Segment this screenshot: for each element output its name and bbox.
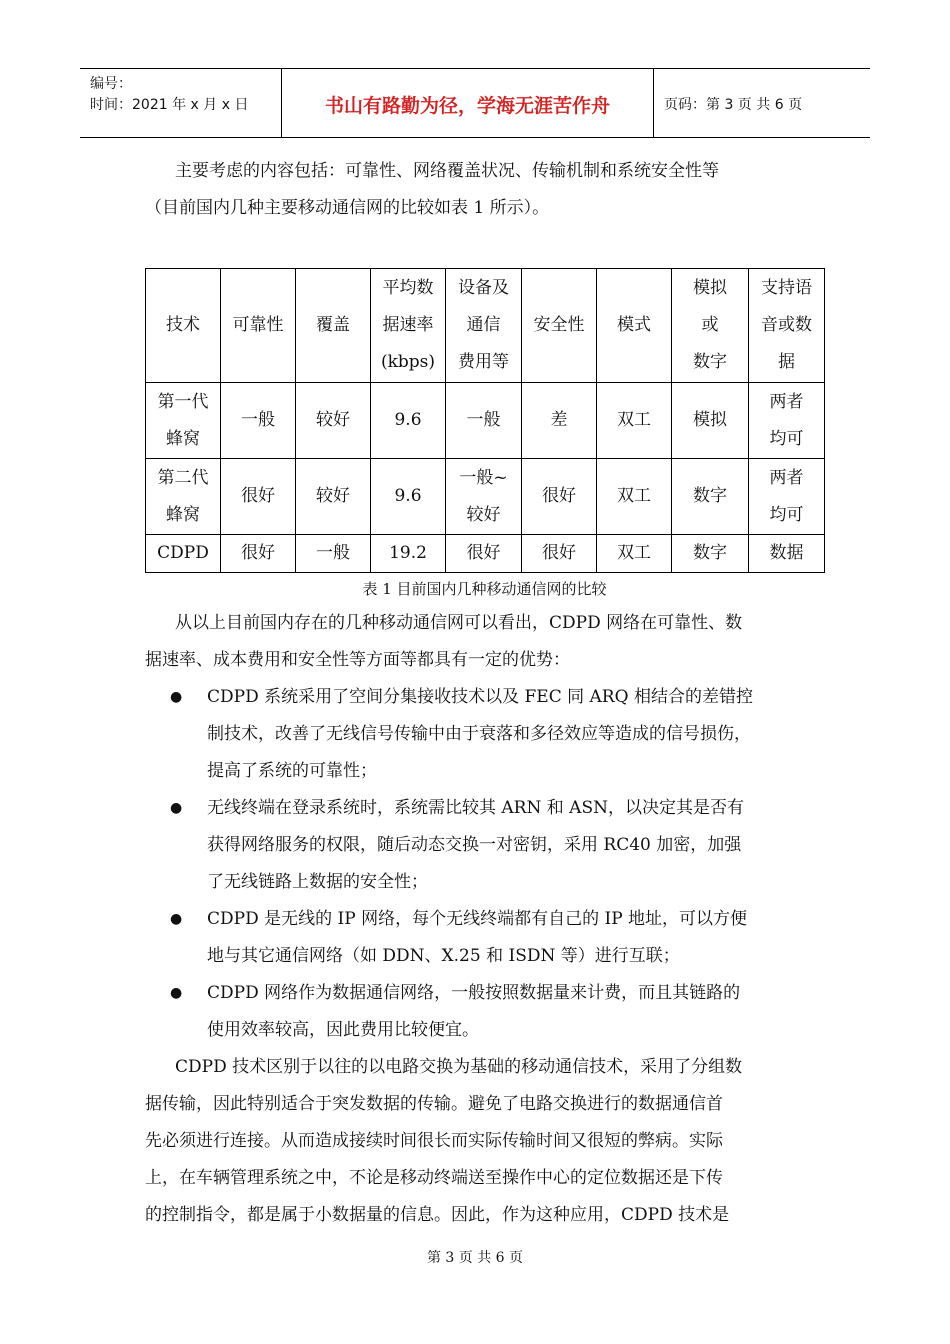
summary-line-2: 据速率、成本费用和安全性等方面等都具有一定的优势： [145, 650, 570, 670]
cell-line: 支持语 [761, 278, 812, 298]
closing-line-3: 先必须进行连接。从而造成接续时间很长而实际传输时间又很短的弊病。实际 [145, 1131, 723, 1151]
cell-line: 很好 [542, 486, 576, 506]
cell-line: 9.6 [394, 410, 422, 430]
table-cell [522, 459, 597, 535]
bullet-icon: ● [170, 689, 183, 705]
table-cell [672, 383, 749, 459]
cell-line: 技术 [166, 315, 200, 335]
table-cell [221, 459, 296, 535]
table-cell [672, 269, 749, 383]
closing-line-2: 据传输，因此特别适合于突发数据的传输。避免了电路交换进行的数据通信首 [145, 1094, 723, 1114]
cell-line: 19.2 [389, 543, 427, 563]
header-info-cell [80, 69, 282, 137]
cell-line: 双工 [617, 486, 651, 506]
table-cell [296, 459, 371, 535]
cell-line: 很好 [241, 543, 275, 563]
cell-line: 很好 [542, 543, 576, 563]
bullet-icon: ● [170, 985, 183, 1001]
page-code: 页码：第 3 页 共 6 页 [664, 97, 803, 113]
number-label: 编号： [90, 76, 132, 92]
bullet-1-line-2: 制技术，改善了无线信号传输中由于衰落和多径效应等造成的信号损伤， [207, 724, 751, 744]
cell-line: CDPD [157, 543, 209, 563]
cell-line: 模拟 [693, 278, 727, 298]
bullet-3-line-2: 地与其它通信网络（如 DDN、X.25 和 ISDN 等）进行互联； [207, 946, 680, 966]
cell-line: 或 [701, 315, 719, 335]
table-cell [749, 535, 825, 573]
cell-line: 设备及 [458, 278, 509, 298]
cell-line: 较好 [316, 410, 350, 430]
bullet-icon: ● [170, 800, 183, 816]
header-page-cell [654, 69, 870, 137]
intro-line-1: 主要考虑的内容包括：可靠性、网络覆盖状况、传输机制和系统安全性等 [175, 161, 719, 181]
cell-line: 音或数 [761, 315, 812, 335]
cell-line: 据速率 [382, 315, 434, 335]
table-cell [371, 383, 446, 459]
table-cell [146, 535, 221, 573]
cell-line: 安全性 [533, 315, 585, 335]
cell-line: 模拟 [693, 410, 727, 430]
table-cell [371, 269, 446, 383]
table-cell [522, 383, 597, 459]
bullet-icon: ● [170, 911, 183, 927]
cell-line: 数字 [693, 486, 727, 506]
header-motto-cell [282, 69, 654, 137]
cell-line: 数字 [693, 352, 727, 372]
table-cell [296, 535, 371, 573]
table-cell [146, 459, 221, 535]
cell-line: 蜂窝 [166, 428, 200, 449]
intro-line-2: （目前国内几种主要移动通信网的比较如表 1 所示）。 [145, 198, 550, 218]
bullet-2-line-1: 无线终端在登录系统时，系统需比较其 ARN 和 ASN，以决定其是否有 [207, 798, 744, 818]
table-cell [446, 383, 522, 459]
bullet-3-line-1: CDPD 是无线的 IP 网络，每个无线终端都有自己的 IP 地址，可以方便 [207, 909, 748, 929]
table-cell [371, 535, 446, 573]
table-cell [597, 383, 672, 459]
table-cell [221, 535, 296, 573]
cell-line: 一般 [466, 410, 501, 430]
cell-line: 两者 [769, 467, 804, 488]
bullet-4-line-1: CDPD 网络作为数据通信网络，一般按照数据量来计费，而且其链路的 [207, 983, 741, 1003]
cell-line: 9.6 [394, 486, 422, 506]
table-row [146, 459, 825, 535]
cell-line: 覆盖 [316, 315, 350, 335]
cell-line: 平均数 [382, 278, 434, 298]
table-caption: 表 1 目前国内几种移动通信网的比较 [362, 580, 607, 598]
table-cell [446, 459, 522, 535]
cell-line: 均可 [769, 428, 804, 449]
bullet-4-line-2: 使用效率较高，因此费用比较便宜。 [207, 1020, 479, 1040]
table-cell [371, 459, 446, 535]
cell-line: 一般 [316, 543, 350, 563]
cell-line: 数字 [693, 543, 727, 563]
cell-line: 费用等 [458, 352, 509, 372]
closing-line-1: CDPD 技术区别于以往的以电路交换为基础的移动通信技术，采用了分组数 [175, 1057, 743, 1077]
table-cell [597, 269, 672, 383]
time-line: 时间：2021 年 x 月 x 日 [90, 97, 249, 113]
table-cell [597, 535, 672, 573]
table-row [146, 383, 825, 459]
table-cell [296, 383, 371, 459]
cell-line: 差 [550, 410, 568, 430]
cell-line: 第一代 [157, 391, 209, 412]
cell-line: 双工 [617, 543, 651, 563]
closing-line-5: 的控制指令，都是属于小数据量的信息。因此，作为这种应用，CDPD 技术是 [145, 1205, 730, 1225]
cell-line: 双工 [617, 410, 651, 430]
cell-line: 一般 [241, 410, 275, 430]
table-cell [296, 269, 371, 383]
cell-line: 蜂窝 [166, 504, 200, 525]
table-cell [221, 269, 296, 383]
table-cell [749, 383, 825, 459]
bullet-1-line-3: 提高了系统的可靠性； [207, 761, 377, 781]
cell-line: 较好 [466, 504, 501, 525]
table-header-row [146, 269, 825, 383]
table-cell [146, 269, 221, 383]
cell-line: 模式 [617, 315, 651, 335]
cell-line: (kbps) [380, 352, 436, 372]
cell-line: 很好 [241, 486, 275, 506]
cell-line: 数据 [769, 543, 804, 563]
table-cell [146, 383, 221, 459]
table-cell [446, 535, 522, 573]
bullet-2-line-3: 了无线链路上数据的安全性； [207, 872, 428, 892]
table-cell [749, 269, 825, 383]
cell-line: 较好 [316, 486, 350, 506]
table-cell [446, 269, 522, 383]
table-cell [221, 383, 296, 459]
cell-line: 均可 [769, 504, 804, 525]
cell-line: 据 [778, 352, 795, 372]
cell-line: 通信 [466, 315, 501, 335]
bullet-2-line-2: 获得网络服务的权限，随后动态交换一对密钥，采用 RC40 加密，加强 [207, 835, 742, 855]
table-cell [749, 459, 825, 535]
cell-line: 可靠性 [232, 315, 284, 335]
page-header [80, 68, 870, 138]
motto: 书山有路勤为径，学海无涯苦作舟 [324, 95, 610, 117]
cell-line: 两者 [769, 391, 804, 412]
comparison-table [145, 268, 825, 573]
page-footer: 第 3 页 共 6 页 [426, 1250, 524, 1266]
table-row [146, 535, 825, 573]
table-cell [672, 535, 749, 573]
cell-line: 第二代 [157, 467, 209, 488]
bullet-1-line-1: CDPD 系统采用了空间分集接收技术以及 FEC 同 ARQ 相结合的差错控 [207, 687, 753, 707]
cell-line: 一般~ [459, 467, 508, 488]
summary-line-1: 从以上目前国内存在的几种移动通信网可以看出，CDPD 网络在可靠性、数 [175, 613, 743, 633]
table-cell [597, 459, 672, 535]
cell-line: 很好 [466, 543, 501, 563]
closing-line-4: 上，在车辆管理系统之中，不论是移动终端送至操作中心的定位数据还是下传 [145, 1168, 723, 1188]
table-cell [672, 459, 749, 535]
table-cell [522, 269, 597, 383]
table-cell [522, 535, 597, 573]
